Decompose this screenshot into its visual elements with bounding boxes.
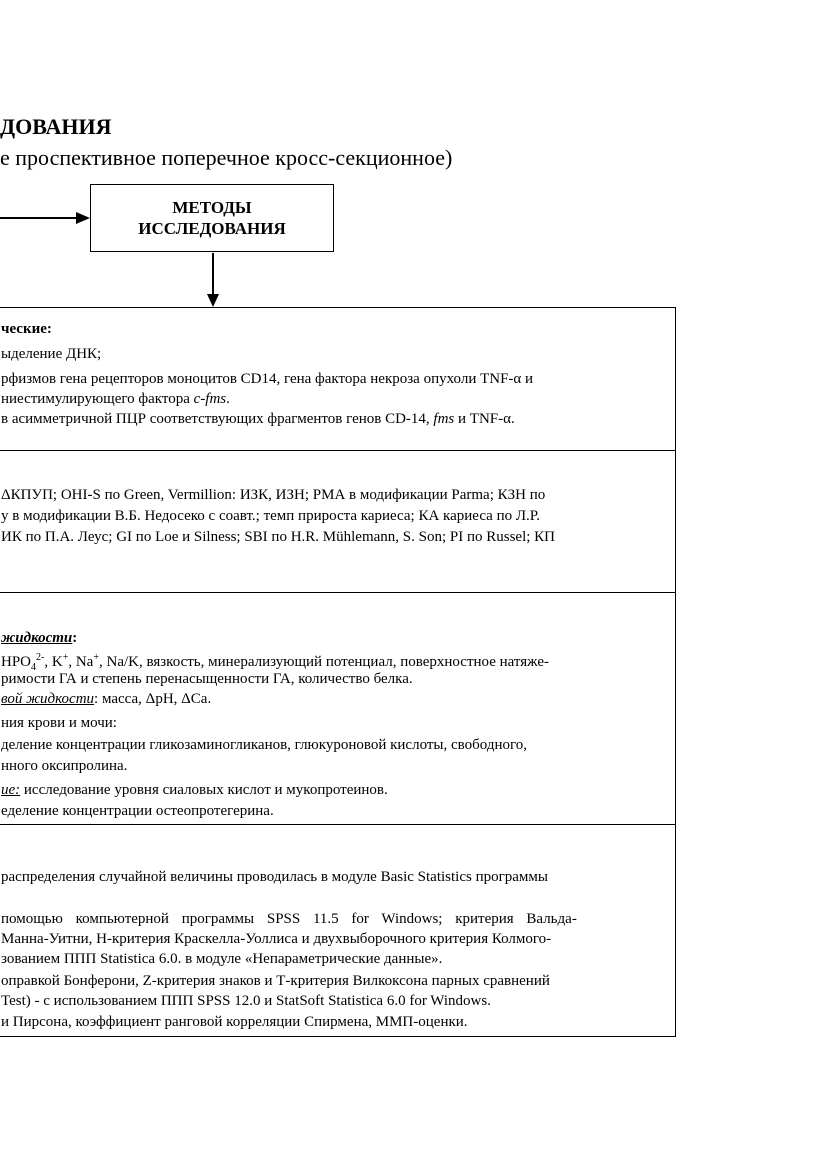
arrow-right-line bbox=[0, 217, 80, 219]
stats-line-2: помощью компьютерной программы SPSS 11.5 for Windows; критерия Вальда- bbox=[1, 911, 577, 927]
lab-line-7-rest: исследование уровня сиаловых кислот и мукопротеинов. bbox=[20, 782, 388, 798]
genetic-line-3-end: . bbox=[226, 391, 230, 407]
lab-line-1-sup-k: + bbox=[62, 652, 69, 663]
lab-line-7-label: ие: bbox=[1, 782, 21, 798]
lab-line-3 bbox=[1, 690, 211, 708]
arrow-down-icon bbox=[207, 294, 219, 307]
genetic-line-3-gene: c-fms bbox=[193, 391, 227, 407]
methods-box-line-1: МЕТОДЫ bbox=[172, 198, 252, 217]
genetic-line-3-text: ниестимулирующего фактора bbox=[1, 391, 194, 407]
genetic-heading: ческие: bbox=[1, 321, 52, 337]
lab-line-7 bbox=[1, 781, 388, 799]
stats-line-1: распределения случайной величины проводилась в модуле Basic Statistics программы bbox=[1, 869, 548, 885]
lab-line-6: нного оксипролина. bbox=[1, 758, 128, 774]
lab-line-3-rest: : масса, ΔрН, ΔCa. bbox=[94, 691, 212, 707]
lab-line-3-fluid: вой жидкости bbox=[1, 691, 95, 707]
genetic-line-4-end: и TNF-α. bbox=[454, 411, 515, 427]
lab-line-2: римости ГА и степень перенасыщенности ГА, количество белка. bbox=[1, 671, 413, 687]
section-genetic bbox=[0, 308, 675, 451]
lab-line-1-sub: 4 bbox=[31, 662, 37, 673]
lab-heading-colon: : bbox=[72, 630, 78, 646]
stats-line-4: зованием ППП Statistica 6.0. в модуле «Непараметрические данные». bbox=[1, 951, 443, 967]
section-laboratory bbox=[0, 592, 675, 825]
clinical-line-2: у в модификации В.Б. Недосеко с соавт.; темп прироста кариеса; КА кариеса по Л.Р. bbox=[1, 508, 541, 524]
section-clinical bbox=[0, 450, 675, 593]
arrow-right-icon bbox=[76, 212, 90, 224]
genetic-line-1: ыделение ДНК; bbox=[1, 346, 102, 362]
page-subtitle: е проспективное поперечное кросс-секционное) bbox=[0, 145, 453, 170]
stats-line-7: и Пирсона, коэффициент ранговой корреляции Спирмена, ММП-оценки. bbox=[1, 1014, 468, 1030]
genetic-line-4-text: в асимметричной ПЦР соответствующих фрагментов генов CD-14, bbox=[1, 411, 434, 427]
lab-heading-text: жидкости bbox=[1, 630, 73, 646]
methods-table bbox=[0, 307, 676, 1037]
methods-box-line-2: ИССЛЕДОВАНИЯ bbox=[138, 219, 286, 238]
lab-line-1-na: , Na bbox=[68, 654, 94, 670]
lab-line-1-sup: 2- bbox=[36, 652, 45, 663]
lab-line-1-hpo: HPO bbox=[1, 654, 32, 670]
arrow-down-line bbox=[212, 253, 214, 297]
genetic-line-3 bbox=[1, 390, 230, 408]
lab-line-4: ния крови и мочи: bbox=[1, 715, 117, 731]
lab-line-1-k: , K bbox=[44, 654, 63, 670]
section-statistics bbox=[0, 824, 675, 1037]
clinical-line-1: ΔКПУП; OHI-S по Green, Vermillion: ИЗК, ИЗН; РМА в модификации Parma; КЗН по bbox=[1, 487, 546, 503]
genetic-line-4-gene: fms bbox=[433, 411, 455, 427]
methods-box bbox=[90, 184, 334, 252]
page-title: ДОВАНИЯ bbox=[0, 114, 112, 139]
lab-line-8: еделение концентрации остеопротегерина. bbox=[1, 803, 274, 819]
stats-line-3: Манна-Уитни, Н-критерия Краскелла-Уоллиса и двухвыборочного критерия Колмого- bbox=[1, 931, 552, 947]
stats-line-5: оправкой Бонферони, Z-критерия знаков и Т-критерия Вилкоксона парных сравнений bbox=[1, 973, 550, 989]
lab-line-1-sup-na: + bbox=[93, 652, 99, 663]
lab-line-1-rest: , Na/K, вязкость, минерализующий потенциал, поверхностное натяже- bbox=[98, 654, 549, 670]
stats-line-6: Test) - с использованием ППП SPSS 12.0 и StatSoft Statistica 6.0 for Windows. bbox=[1, 993, 491, 1009]
genetic-line-2: рфизмов гена рецепторов моноцитов CD14, гена фактора некроза опухоли TNF-α и bbox=[1, 371, 534, 387]
lab-line-5: деление концентрации гликозаминогликанов, глюкуроновой кислоты, свободного, bbox=[1, 737, 528, 753]
genetic-line-4 bbox=[1, 410, 515, 428]
clinical-line-3: ИК по П.А. Леус; GI по Loe и Silness; SBI по H.R. Mühlemann, S. Son; PI по Russel; КП bbox=[1, 529, 556, 545]
lab-heading bbox=[1, 629, 77, 647]
